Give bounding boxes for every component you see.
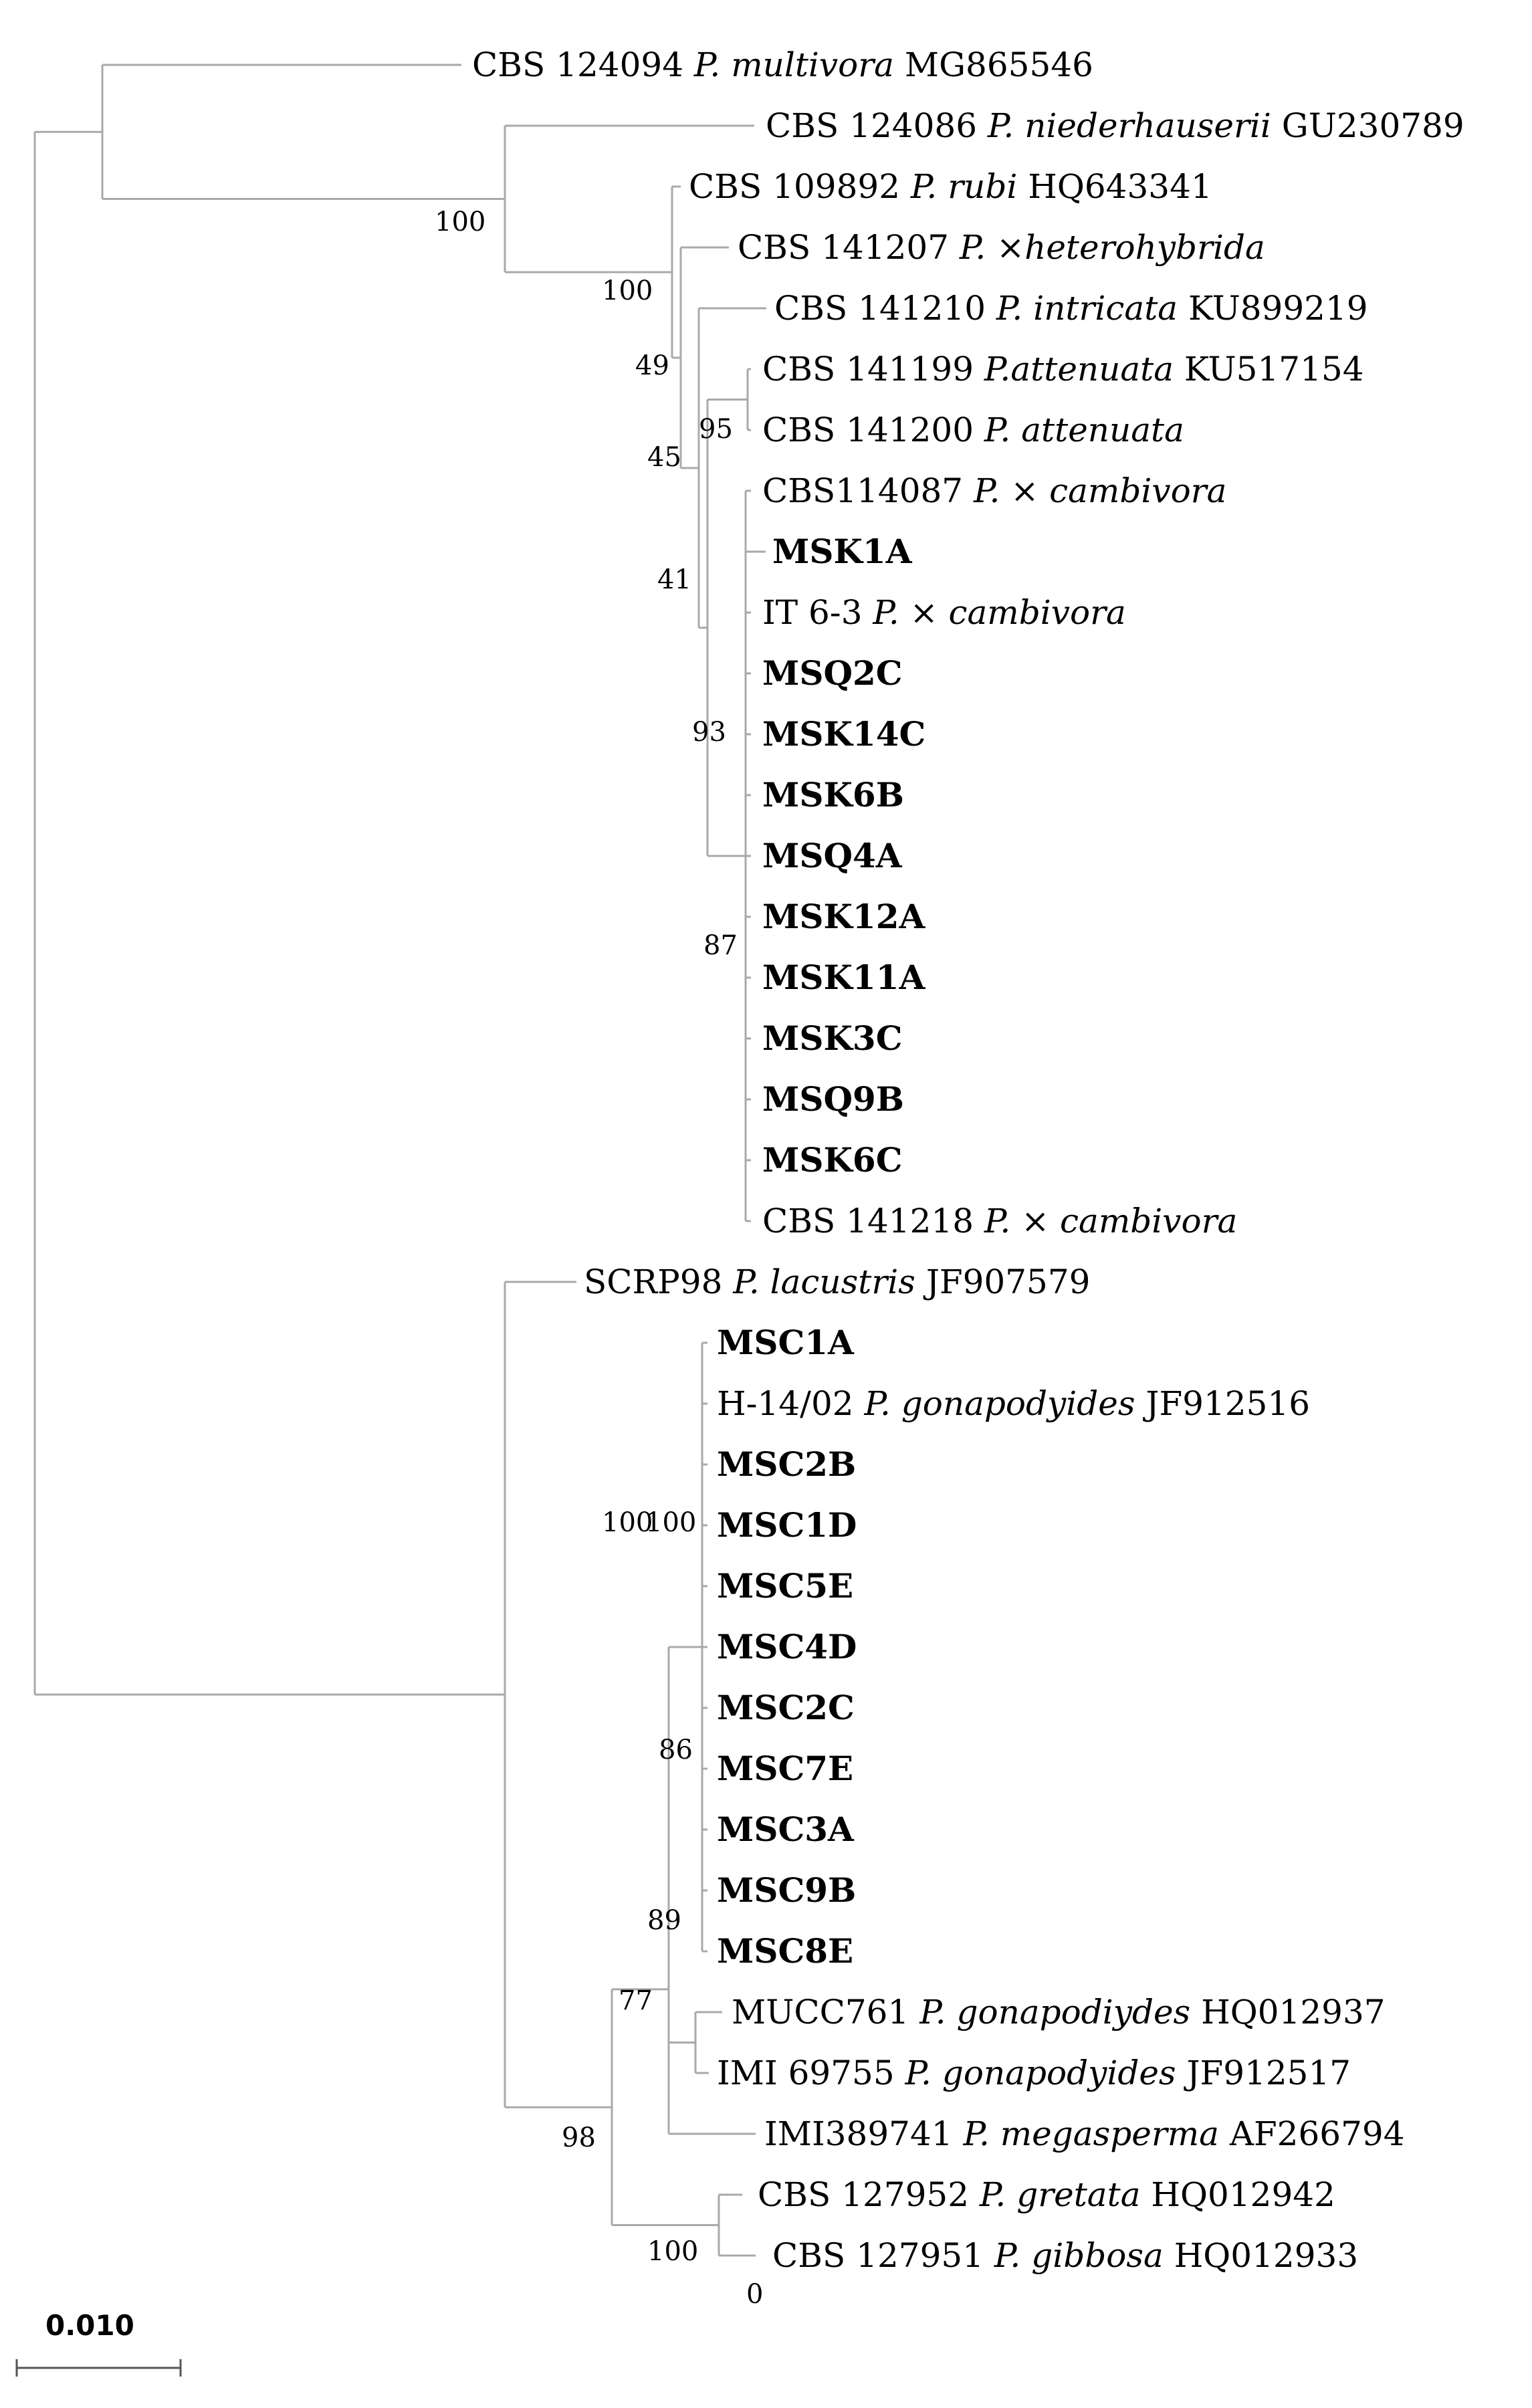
leaf-label-part: P. megasperma [963,2114,1219,2153]
leaf-label-part: CBS 141210 [774,289,996,328]
leaf-label-part: MSQ9B [762,1079,905,1119]
leaf-label-attenuata2 [762,411,1184,449]
leaf-label-part: MSC4D [717,1627,857,1666]
leaf-label-part: P. gretata [979,2175,1141,2214]
leaf-label-MSK11A [762,958,925,997]
leaf-labels [472,45,1464,2275]
leaf-label-part: CBS 124086 [766,106,988,145]
leaf-label-part: P. rubi [910,167,1018,206]
leaf-label-part: P. lacustris [733,1263,915,1301]
leaf-label-part: SCRP98 [584,1263,734,1301]
leaf-label-part: CBS114087 [762,471,974,510]
leaf-label-part: CBS 141199 [762,350,984,389]
leaf-label-part: IMI 69755 [717,2054,905,2092]
bootstrap-value-8: 100 [602,1507,653,1538]
leaf-label-niederhauserii [766,106,1464,145]
bootstrap-value-13: 98 [562,2122,596,2153]
leaf-label-part: P. gonapodyides [905,2054,1176,2092]
leaf-label-part: P. × cambivora [974,471,1227,510]
leaf-label-part: CBS 127952 [758,2175,980,2214]
leaf-label-MSQ4A [762,836,903,875]
leaf-label-MSC2B [717,1444,856,1484]
leaf-label-MSK14C [762,714,925,754]
leaf-label-part: CBS 109892 [689,167,911,206]
leaf-label-part: P. gibbosa [994,2236,1164,2275]
leaf-label-part: HQ643341 [1017,167,1212,206]
bootstrap-labels [435,207,763,2310]
leaf-label-MSQ2C [762,653,903,693]
leaf-label-part: MSK1A [772,532,912,571]
leaf-label-attenuata1 [762,350,1364,389]
leaf-label-MSC7E [717,1749,853,1788]
leaf-label-part: MSC2B [717,1444,857,1484]
leaf-label-megasperma [764,2114,1405,2153]
leaf-label-part: CBS 124094 [472,45,694,84]
leaf-label-part: CBS 127951 [772,2236,994,2275]
leaf-label-heterohybrida [738,228,1265,267]
leaf-label-MSC8E [717,1931,853,1971]
leaf-label-part: MSC8E [717,1931,854,1971]
leaf-label-cambivora2 [762,593,1126,632]
leaf-label-part: MSK12A [762,897,925,936]
leaf-label-part: KU899219 [1178,289,1368,328]
leaf-label-part: HQ012942 [1140,2175,1335,2214]
bootstrap-value-0: 100 [435,207,486,237]
leaf-label-MSK12A [762,897,925,936]
scale-bar-label: 0.010 [45,2309,134,2342]
leaf-label-part: P. gonapodyides [864,1384,1135,1423]
leaf-label-part: MSC7E [717,1749,854,1788]
scale-bar [17,2309,181,2377]
leaf-label-part: MSQ2C [762,653,903,693]
leaf-label-gibbosa [772,2236,1358,2275]
leaf-label-part: HQ012933 [1163,2236,1359,2275]
leaf-label-MSC1D [717,1505,857,1545]
leaf-label-part: JF907579 [915,1263,1091,1301]
leaf-label-part: P. attenuata [984,411,1184,449]
leaf-label-part: JF912516 [1135,1384,1311,1423]
bootstrap-value-6: 93 [692,717,726,748]
leaf-label-part: IT 6-3 [762,593,873,632]
leaf-label-MSK6B [762,775,904,814]
leaf-label-part: MUCC761 [732,1993,920,2032]
leaf-label-gretata [758,2175,1335,2214]
leaf-label-part: MSC9B [717,1870,857,1910]
leaf-label-cambivora3 [762,1202,1237,1240]
leaf-label-MSK1A [772,532,913,571]
leaf-label-MSQ9B [762,1079,904,1119]
leaf-label-part: MSK3C [762,1018,903,1058]
bootstrap-value-12: 77 [619,1985,653,2016]
bootstrap-value-2: 49 [635,350,669,381]
bootstrap-value-14: 100 [647,2236,699,2267]
leaf-label-gonapodyides3 [717,2054,1351,2092]
leaf-label-part: MSC5E [717,1566,854,1606]
bootstrap-value-7: 87 [703,930,738,961]
bootstrap-value-11: 89 [647,1905,681,1936]
leaf-label-multivora [472,45,1093,84]
leaf-label-part: GU230789 [1271,106,1464,145]
leaf-label-part: MSK11A [762,958,925,997]
bootstrap-value-10: 86 [659,1735,693,1765]
leaf-label-part: IMI389741 [764,2114,964,2153]
leaf-label-part: MSK6C [762,1140,903,1180]
leaf-label-cambivora1 [762,471,1226,510]
leaf-label-part: P.attenuata [984,350,1174,389]
bootstrap-value-4: 45 [647,442,681,473]
bootstrap-value-5: 41 [657,564,691,595]
leaf-label-part: CBS 141218 [762,1202,984,1240]
bootstrap-value-15: 0 [746,2279,764,2310]
leaf-label-part: MSC2C [717,1688,855,1727]
leaf-label-part: P. × cambivora [873,593,1126,632]
leaf-label-part: CBS 141207 [738,228,960,267]
leaf-label-MSK6C [762,1140,903,1180]
leaf-label-MSC1A [717,1323,855,1362]
leaf-label-part: AF266794 [1218,2114,1405,2153]
leaf-label-part: MSC1D [717,1505,857,1545]
leaf-label-part: MSQ4A [762,836,902,875]
leaf-label-part: MSC3A [717,1810,854,1849]
leaf-label-part: P. ×heterohybrida [959,228,1265,267]
leaf-label-part: MSK6B [762,775,904,814]
leaf-label-part: P. intricata [996,289,1178,328]
bootstrap-value-3: 95 [699,414,733,445]
leaf-label-lacustris [584,1263,1090,1301]
leaf-label-part: JF912517 [1176,2054,1351,2092]
leaf-label-rubi [689,167,1212,206]
leaf-label-part: MG865546 [893,45,1093,84]
leaf-label-part: CBS 141200 [762,411,984,449]
leaf-label-MSC5E [717,1566,853,1606]
leaf-label-part: MSK14C [762,714,926,754]
leaf-label-part: H-14/02 [717,1384,865,1423]
leaf-label-MSC2C [717,1688,855,1727]
leaf-label-part: KU517154 [1174,350,1364,389]
leaf-label-part: MSC1A [717,1323,854,1362]
leaf-label-part: P. gonapodiydes [919,1993,1191,2032]
leaf-label-part: P. niederhauserii [987,106,1271,145]
bootstrap-value-9: 100 [645,1507,697,1538]
leaf-label-MSK3C [762,1018,903,1058]
leaf-label-MSC3A [717,1810,855,1849]
leaf-label-MSC4D [717,1627,857,1666]
leaf-label-part: P. × cambivora [984,1202,1238,1240]
leaf-label-intricata [774,289,1368,328]
leaf-label-part: HQ012937 [1190,1993,1386,2032]
bootstrap-value-1: 100 [602,276,653,306]
leaf-label-MSC9B [717,1870,856,1910]
leaf-label-gonapodyides1 [717,1384,1310,1423]
leaf-label-gonapodyides2 [732,1993,1386,2032]
leaf-label-part: P. multivora [693,45,894,84]
